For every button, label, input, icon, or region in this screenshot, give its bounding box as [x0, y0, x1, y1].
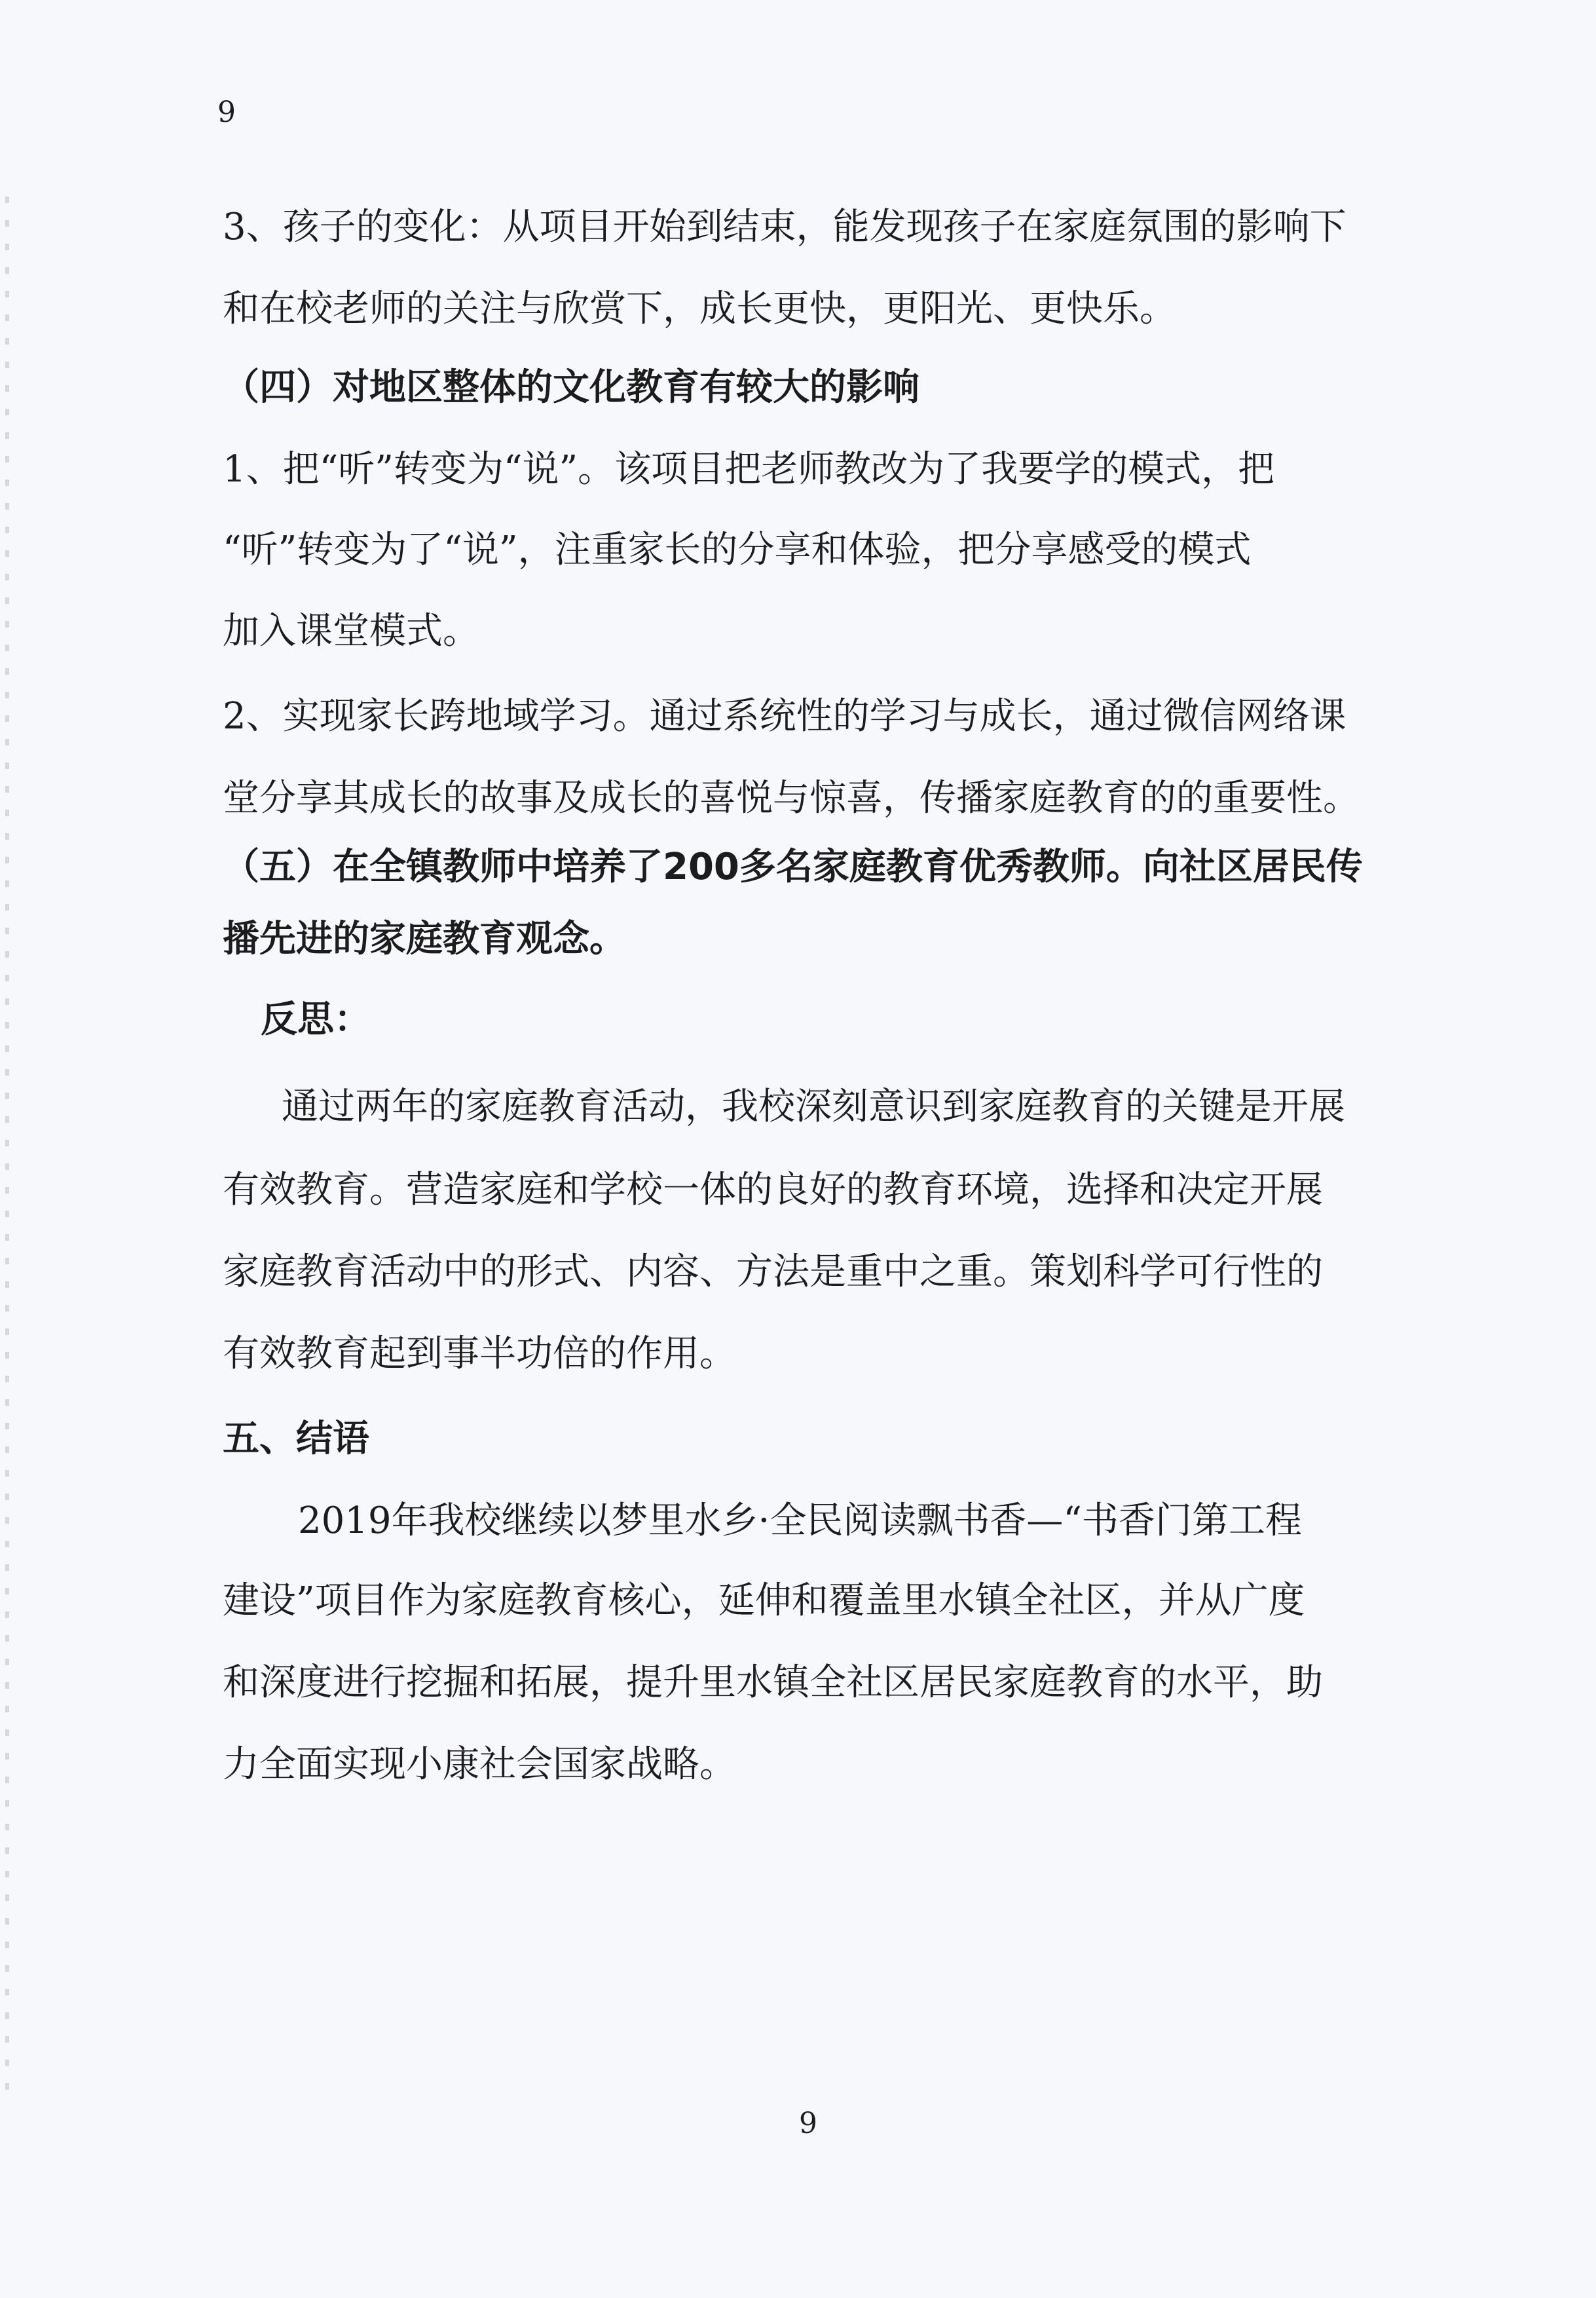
section-heading: 五、结语: [223, 1418, 369, 1460]
section-heading: 播先进的家庭教育观念。: [223, 918, 626, 960]
section-heading: （四）对地区整体的文化教育有较大的影响: [223, 366, 919, 409]
section-heading: （五）在全镇教师中培养了200多名家庭教育优秀教师。向社区居民传: [223, 846, 1363, 888]
page-number-top: 9: [217, 96, 236, 129]
text-line: 3、孩子的变化：从项目开始到结束，能发现孩子在家庭氛围的影响下: [223, 206, 1346, 248]
text-line: “听”转变为了“说”，注重家长的分享和体验，把分享感受的模式: [223, 529, 1252, 571]
text-line: 和在校老师的关注与欣赏下，成长更快，更阳光、更快乐。: [223, 288, 1176, 330]
text-line: 有效教育。营造家庭和学校一体的良好的教育环境，选择和决定开展: [223, 1169, 1323, 1211]
text-line: 建设”项目作为家庭教育核心，延伸和覆盖里水镇全社区，并从广度: [223, 1579, 1305, 1622]
text-line: 堂分享其成长的故事及成长的喜悦与惊喜，传播家庭教育的的重要性。: [223, 777, 1360, 819]
scan-edge-perforation: [5, 197, 9, 2096]
text-line: 2019年我校继续以梦里水乡·全民阅读飘书香—“书香门第工程: [298, 1499, 1302, 1542]
text-line: 通过两年的家庭教育活动，我校深刻意识到家庭教育的关键是开展: [282, 1085, 1345, 1128]
text-line: 2、实现家长跨地域学习。通过系统性的学习与成长，通过微信网络课: [223, 695, 1346, 738]
text-line: 加入课堂模式。: [223, 610, 479, 652]
text-line: 力全面实现小康社会国家战略。: [223, 1743, 736, 1786]
reflection-heading: 反思：: [261, 998, 371, 1041]
page-number-bottom: 9: [799, 2107, 817, 2140]
text-line: 1、把“听”转变为“说”。该项目把老师教改为了我要学的模式，把: [223, 448, 1275, 491]
text-line: 和深度进行挖掘和拓展，提升里水镇全社区居民家庭教育的水平，助: [223, 1661, 1323, 1704]
text-line: 有效教育起到事半功倍的作用。: [223, 1332, 736, 1375]
text-line: 家庭教育活动中的形式、内容、方法是重中之重。策划科学可行性的: [223, 1251, 1323, 1293]
